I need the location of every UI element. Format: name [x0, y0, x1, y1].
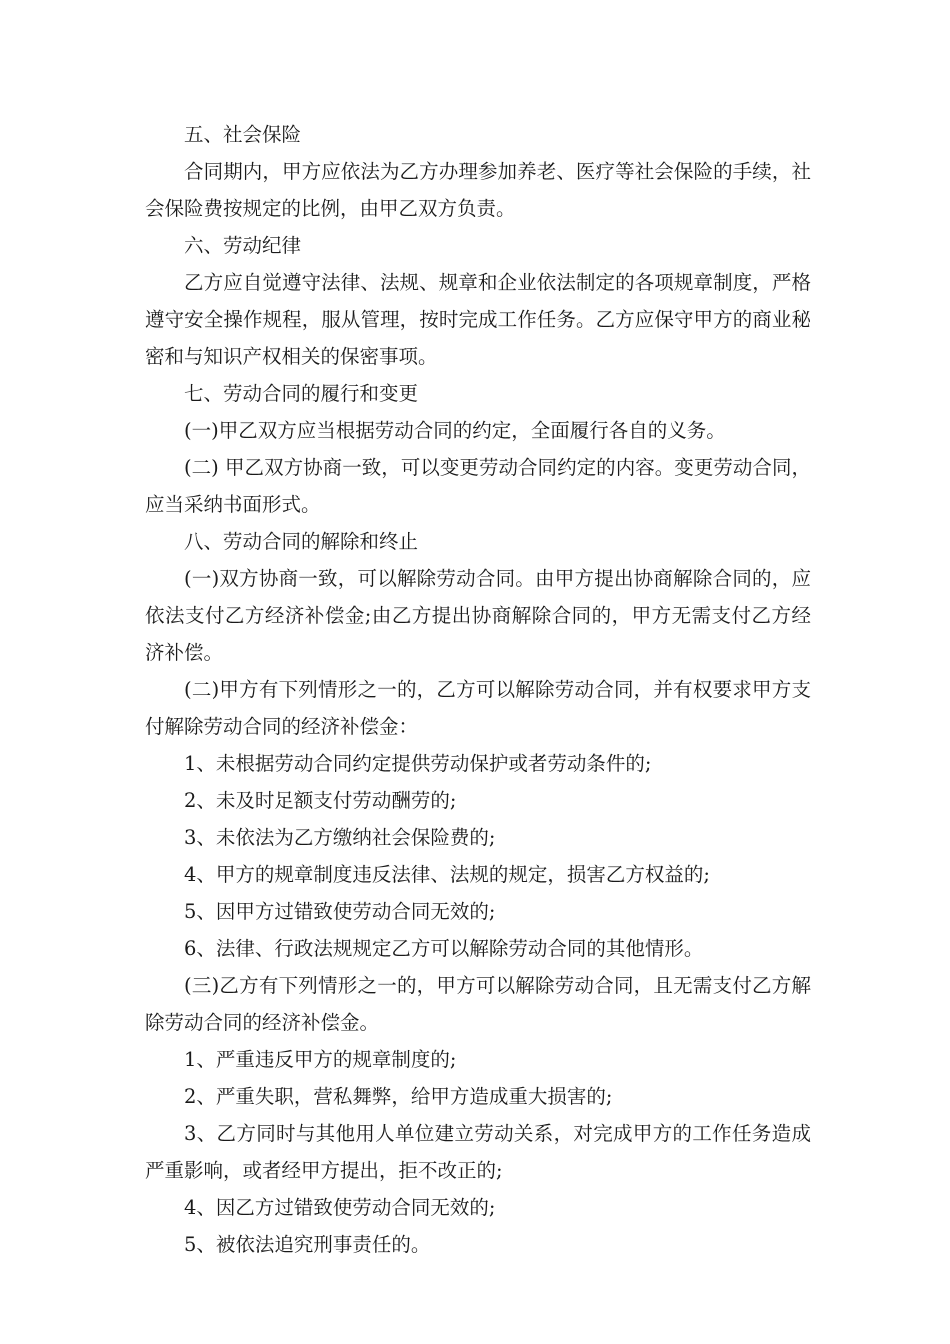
- list-item: 5、被依法追究刑事责任的。: [184, 1233, 431, 1256]
- list-item: 3、乙方同时与其他用人单位建立劳动关系，对完成甲方的工作任务造成严重影响，或者经甲方提出，拒不改正的;: [145, 1122, 811, 1182]
- list-item: 4、甲方的规章制度违反法律、法规的规定，损害乙方权益的;: [184, 863, 710, 886]
- section-heading-labor-discipline: 六、劳动纪律: [184, 234, 302, 257]
- paragraph-performance-1: (一)甲乙双方应当根据劳动合同的约定，全面履行各自的义务。: [184, 419, 726, 442]
- paragraph-termination-3: (三)乙方有下列情形之一的，甲方可以解除劳动合同，且无需支付乙方解除劳动合同的经济补偿金。: [145, 974, 811, 1034]
- list-item: 2、未及时足额支付劳动酬劳的;: [184, 789, 457, 812]
- paragraph-termination-1: (一)双方协商一致，可以解除劳动合同。由甲方提出协商解除合同的，应依法支付乙方经济补偿金;由乙方提出协商解除合同的，甲方无需支付乙方经济补偿。: [145, 567, 811, 664]
- list-item: 2、严重失职，营私舞弊，给甲方造成重大损害的;: [184, 1085, 613, 1108]
- list-item: 1、严重违反甲方的规章制度的;: [184, 1048, 457, 1071]
- list-item: 6、法律、行政法规规定乙方可以解除劳动合同的其他情形。: [184, 937, 704, 960]
- paragraph-termination-2: (二)甲方有下列情形之一的，乙方可以解除劳动合同，并有权要求甲方支付解除劳动合同的经济补偿金：: [145, 678, 811, 738]
- list-item: 3、未依法为乙方缴纳社会保险费的;: [184, 826, 496, 849]
- section-heading-social-insurance: 五、社会保险: [184, 123, 302, 146]
- list-item: 4、因乙方过错致使劳动合同无效的;: [184, 1196, 496, 1219]
- section-heading-contract-performance: 七、劳动合同的履行和变更: [184, 382, 419, 405]
- list-item: 1、未根据劳动合同约定提供劳动保护或者劳动条件的;: [184, 752, 652, 775]
- paragraph-performance-2: (二) 甲乙双方协商一致，可以变更劳动合同约定的内容。变更劳动合同，应当采纳书面形式。: [145, 456, 811, 516]
- paragraph-labor-discipline: 乙方应自觉遵守法律、法规、规章和企业依法制定的各项规章制度，严格遵守安全操作规程，服从管理，按时完成工作任务。乙方应保守甲方的商业秘密和与知识产权相关的保密事项。: [145, 271, 811, 368]
- paragraph-social-insurance: 合同期内，甲方应依法为乙方办理参加养老、医疗等社会保险的手续，社会保险费按规定的比例，由甲乙双方负责。: [145, 160, 811, 220]
- section-heading-contract-termination: 八、劳动合同的解除和终止: [184, 530, 419, 553]
- document-body: [145, 116, 811, 1263]
- list-item: 5、因甲方过错致使劳动合同无效的;: [184, 900, 496, 923]
